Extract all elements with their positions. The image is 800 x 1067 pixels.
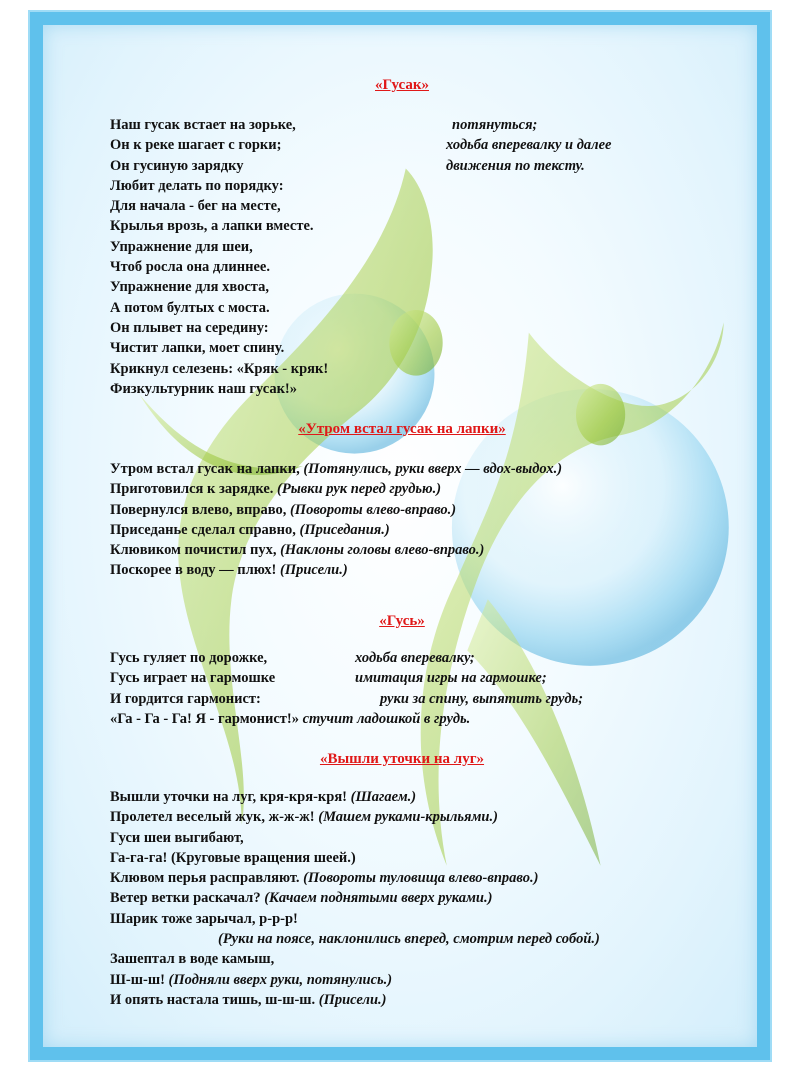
poster-text <box>43 25 757 1047</box>
verse-text: Вышли уточки на луг, кря-кря-кря! <box>110 789 351 805</box>
verse-text: А потом бултых с моста. <box>110 299 270 316</box>
verse-text: Он плывет на середину: <box>110 319 269 336</box>
movement-instruction: ходьба вперевалку и далее <box>446 137 612 154</box>
verse-text: Пролетел веселый жук, ж-ж-ж! <box>110 809 319 826</box>
verse-line <box>110 560 562 580</box>
verse-text: Наш гусак встает на зорьке, <box>110 117 296 133</box>
poster-background <box>43 25 757 1047</box>
verse-line <box>110 668 547 688</box>
verse-text: Гусь гуляет по дорожке, <box>110 650 268 666</box>
movement-instruction: ходьба вперевалку; <box>355 650 475 666</box>
verse-line <box>110 115 538 135</box>
verse-text: Физкультурник наш гусак!» <box>110 380 298 397</box>
verse-text: Чистит лапки, моет спину. <box>110 340 285 357</box>
movement-instruction: стучит ладошкой в грудь. <box>302 710 471 727</box>
verse-line <box>110 990 538 1010</box>
verse-line <box>110 709 470 729</box>
verse-line <box>110 135 612 155</box>
movement-instruction: (Машем руками-крыльями.) <box>318 809 498 826</box>
movement-instruction: (Повороты влево-вправо.) <box>289 501 457 518</box>
verse-line <box>110 196 328 216</box>
verse-text: Га-га-га! (Круговые вращения шеей.) <box>110 849 356 866</box>
verse-text: Приседанье сделал справно, <box>110 521 300 538</box>
movement-instruction: (Руки на поясе, наклонились вперед, смотрим перед собой.) <box>218 931 600 948</box>
movement-instruction: руки за спину, выпятить грудь; <box>380 690 584 707</box>
movement-instruction: (Наклоны головы влево-вправо.) <box>280 542 485 559</box>
verse-line <box>110 848 538 868</box>
movement-instruction: имитация игры на гармошке; <box>355 670 547 687</box>
verse-text: И опять настала тишь, ш-ш-ш. <box>110 991 319 1008</box>
movement-instruction: (Присели.) <box>318 991 387 1008</box>
verse-text: Шарик тоже зарычал, р-р-р! <box>110 910 298 927</box>
verse-text: Клювом перья расправляют. <box>110 870 304 887</box>
verse-text: Ш-ш-ш! <box>110 971 169 988</box>
verse-text: Упражнение для шеи, <box>110 238 253 255</box>
verse-line <box>110 216 328 236</box>
verse-text: Он гусиную зарядку <box>110 157 244 174</box>
verse-line <box>110 338 328 358</box>
movement-instruction: движения по тексту. <box>446 157 585 174</box>
verse-line <box>110 298 328 318</box>
verse-text: Утром встал гусак на лапки, <box>110 461 304 477</box>
verse-block <box>110 787 600 1010</box>
verse-line <box>110 359 328 379</box>
verse-text: Гусь играет на гармошке <box>110 670 276 687</box>
verse-line <box>110 970 538 990</box>
verse-text: Ветер ветки раскачал? <box>110 890 265 907</box>
verse-line <box>110 648 475 668</box>
verse-block <box>110 459 562 581</box>
verse-line <box>110 479 562 499</box>
verse-line <box>110 929 600 949</box>
verse-line <box>110 689 584 709</box>
verse-text: Он к реке шагает с горки; <box>110 137 282 154</box>
movement-instruction: (Качаем поднятыми вверх руками.) <box>264 890 493 907</box>
verse-line <box>110 909 538 929</box>
verse-text: Гуси шеи выгибают, <box>110 829 244 846</box>
verse-line <box>110 156 585 176</box>
movement-instruction: потянуться; <box>452 117 538 133</box>
movement-instruction: (Повороты туловища влево-вправо.) <box>303 870 539 887</box>
verse-text: Поскорее в воду — плюх! <box>110 562 280 579</box>
verse-text: Чтоб росла она длиннее. <box>110 259 270 276</box>
section-title: «Гусак» <box>375 77 429 93</box>
verse-text: Зашептал в воде камыш, <box>110 951 275 968</box>
verse-line <box>110 787 538 807</box>
verse-text: Любит делать по порядку: <box>110 177 284 194</box>
verse-line <box>110 868 538 888</box>
section-title: «Утром встал гусак на лапки» <box>298 421 506 437</box>
verse-block <box>110 115 612 399</box>
movement-instruction: (Присели.) <box>280 562 348 579</box>
verse-text: Приготовился к зарядке. <box>110 481 278 498</box>
verse-text: Повернулся влево, вправо, <box>110 501 290 518</box>
verse-line <box>110 257 328 277</box>
verse-line <box>110 277 328 297</box>
verse-line <box>110 176 328 196</box>
movement-instruction: (Потянулись, руки вверх — вдох-выдох.) <box>303 461 563 477</box>
verse-line <box>110 459 562 479</box>
movement-instruction: (Рывки рук перед грудью.) <box>277 481 442 498</box>
verse-line <box>110 828 538 848</box>
verse-line <box>110 520 562 540</box>
verse-line <box>110 500 562 520</box>
movement-instruction: (Подняли вверх руки, потянулись.) <box>168 971 393 988</box>
verse-line <box>110 807 538 827</box>
verse-text: Упражнение для хвоста, <box>110 279 269 296</box>
movement-instruction: (Приседания.) <box>299 521 390 538</box>
verse-block <box>110 648 584 729</box>
verse-text: Крылья врозь, а лапки вместе. <box>110 218 314 235</box>
verse-line <box>110 888 538 908</box>
movement-instruction: (Шагаем.) <box>350 789 417 805</box>
verse-text: И гордится гармонист: <box>110 690 261 707</box>
verse-line <box>110 379 328 399</box>
verse-text: «Га - Га - Га! Я - гармонист!» <box>110 710 303 727</box>
verse-text: Для начала - бег на месте, <box>110 198 281 215</box>
verse-line <box>110 237 328 257</box>
verse-text: Крикнул селезень: «Кряк - кряк! <box>110 360 329 377</box>
section-title: «Гусь» <box>379 613 425 629</box>
verse-line <box>110 949 538 969</box>
verse-text: Клювиком почистил пух, <box>110 542 281 559</box>
verse-line <box>110 540 562 560</box>
section-title: «Вышли уточки на луг» <box>319 751 485 767</box>
verse-line <box>110 318 328 338</box>
poster-frame <box>28 10 772 1062</box>
